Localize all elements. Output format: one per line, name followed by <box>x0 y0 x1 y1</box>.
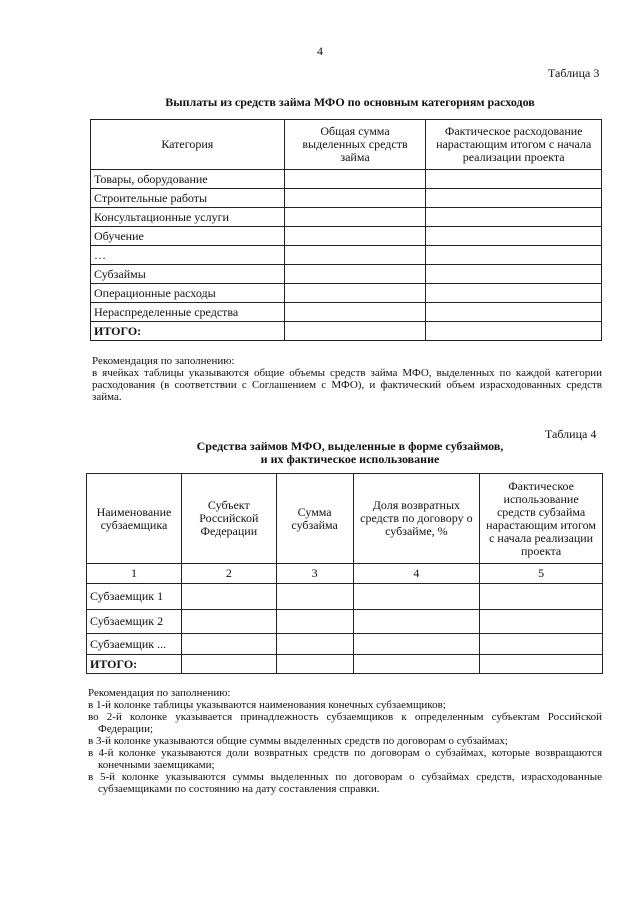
table-cell <box>480 655 603 674</box>
table-4-header-actual: Фактическое использование средств субзайма нарастающим итогом с начала реализации проекта <box>480 474 603 564</box>
row-label: Субзаемщик ... <box>87 634 182 655</box>
table-cell <box>276 610 353 634</box>
table-cell <box>426 189 602 208</box>
table-cell <box>284 170 426 189</box>
note-item: в 3-й колонке указываются общие суммы выделенных средств по договорам о субзаймах; <box>88 735 508 747</box>
table-cell <box>276 634 353 655</box>
table-row <box>91 227 602 246</box>
table-cell <box>284 227 426 246</box>
row-label: Консультационные услуги <box>91 208 285 227</box>
table-4 <box>86 473 603 674</box>
note-item: в 4-й колонке указываются доли возвратных средств по договорам о субзаймах, которые возвращаются конечными заемщиками; <box>88 747 602 771</box>
table-cell <box>480 610 603 634</box>
table-cell <box>353 655 480 674</box>
row-label: Строительные работы <box>91 189 285 208</box>
table-cell <box>181 655 276 674</box>
table-cell <box>284 322 426 341</box>
column-number: 4 <box>353 564 480 584</box>
table-3 <box>90 119 602 341</box>
table-row <box>91 246 602 265</box>
table-cell <box>426 170 602 189</box>
table-cell <box>284 303 426 322</box>
table-row <box>91 189 602 208</box>
table-3-header-row <box>91 120 602 170</box>
table-4-header-region: Субъект Российской Федерации <box>181 474 276 564</box>
table-4-number-row <box>87 564 603 584</box>
row-label: Обучение <box>91 227 285 246</box>
table-cell <box>426 303 602 322</box>
note-heading: Рекомендация по заполнению: <box>92 355 235 367</box>
note-item: во 2-й колонке указывается принадлежность субзаемщиков к определенным субъектам Российской Федерации; <box>88 711 602 735</box>
table-row <box>91 208 602 227</box>
table-cell <box>480 584 603 610</box>
table-cell <box>480 634 603 655</box>
table-cell <box>284 189 426 208</box>
table-cell <box>284 284 426 303</box>
table-3-header-actual: Фактическое расходование нарастающим итогом с начала реализации проекта <box>426 120 602 170</box>
page-number: 4 <box>317 44 323 58</box>
table-3-title: Выплаты из средств займа МФО по основным категориям расходов <box>165 95 535 109</box>
column-number: 3 <box>276 564 353 584</box>
table-3-note <box>92 355 602 403</box>
table-cell <box>284 208 426 227</box>
row-label: Субзаемщик 2 <box>87 610 182 634</box>
table-3-total-row <box>91 322 602 341</box>
note-item: в 5-й колонке указываются суммы выделенных по договорам о субзаймах средств, израсходованные субзаемщиками по состоянию на дату составления справки. <box>88 771 602 795</box>
table-3-header-category: Категория <box>91 120 285 170</box>
row-label: Операционные расходы <box>91 284 285 303</box>
column-number: 1 <box>87 564 182 584</box>
table-cell <box>426 208 602 227</box>
table-cell <box>181 634 276 655</box>
row-label: Субзаемщик 1 <box>87 584 182 610</box>
table-cell <box>276 584 353 610</box>
column-number: 2 <box>181 564 276 584</box>
table-4-total-row <box>87 655 603 674</box>
table-cell <box>181 584 276 610</box>
table-cell <box>426 322 602 341</box>
table-4-label: Таблица 4 <box>545 427 597 441</box>
table-4-header-name: Наименование субзаемщика <box>87 474 182 564</box>
table-cell <box>181 610 276 634</box>
table-row <box>91 303 602 322</box>
total-label: ИТОГО: <box>91 322 285 341</box>
row-label: Товары, оборудование <box>91 170 285 189</box>
table-cell <box>426 284 602 303</box>
total-label: ИТОГО: <box>87 655 182 674</box>
table-4-title-line-2: и их фактическое использование <box>260 452 440 466</box>
table-row <box>91 265 602 284</box>
table-cell <box>426 227 602 246</box>
table-3-label: Таблица 3 <box>548 66 600 80</box>
table-cell <box>353 634 480 655</box>
table-row <box>87 634 603 655</box>
table-cell <box>353 584 480 610</box>
table-cell <box>353 610 480 634</box>
column-number: 5 <box>480 564 603 584</box>
row-label: Нераспределенные средства <box>91 303 285 322</box>
table-4-header-share: Доля возвратных средств по договору о субзайме, % <box>353 474 480 564</box>
table-row <box>87 584 603 610</box>
row-label: … <box>91 246 285 265</box>
table-row <box>91 170 602 189</box>
table-cell <box>276 655 353 674</box>
table-row <box>87 610 603 634</box>
table-4-header-row <box>87 474 603 564</box>
table-cell <box>426 265 602 284</box>
table-row <box>91 284 602 303</box>
table-cell <box>426 246 602 265</box>
note-heading: Рекомендация по заполнению: <box>88 687 231 699</box>
note-text: в ячейках таблицы указываются общие объемы средств займа МФО, выделенных по каждой категории расходования (в соответствии с Соглашением с МФО), и фактический объем израсходованных средств займа. <box>92 367 602 403</box>
table-cell <box>284 265 426 284</box>
row-label: Субзаймы <box>91 265 285 284</box>
table-cell <box>284 246 426 265</box>
table-4-header-amount: Сумма субзайма <box>276 474 353 564</box>
table-4-title-line-1: Средства займов МФО, выделенные в форме субзаймов, <box>196 439 504 453</box>
table-3-header-total: Общая сумма выделенных средств займа <box>284 120 426 170</box>
table-4-note <box>88 687 602 795</box>
note-item: в 1-й колонке таблицы указываются наименования конечных субзаемщиков; <box>88 699 446 711</box>
